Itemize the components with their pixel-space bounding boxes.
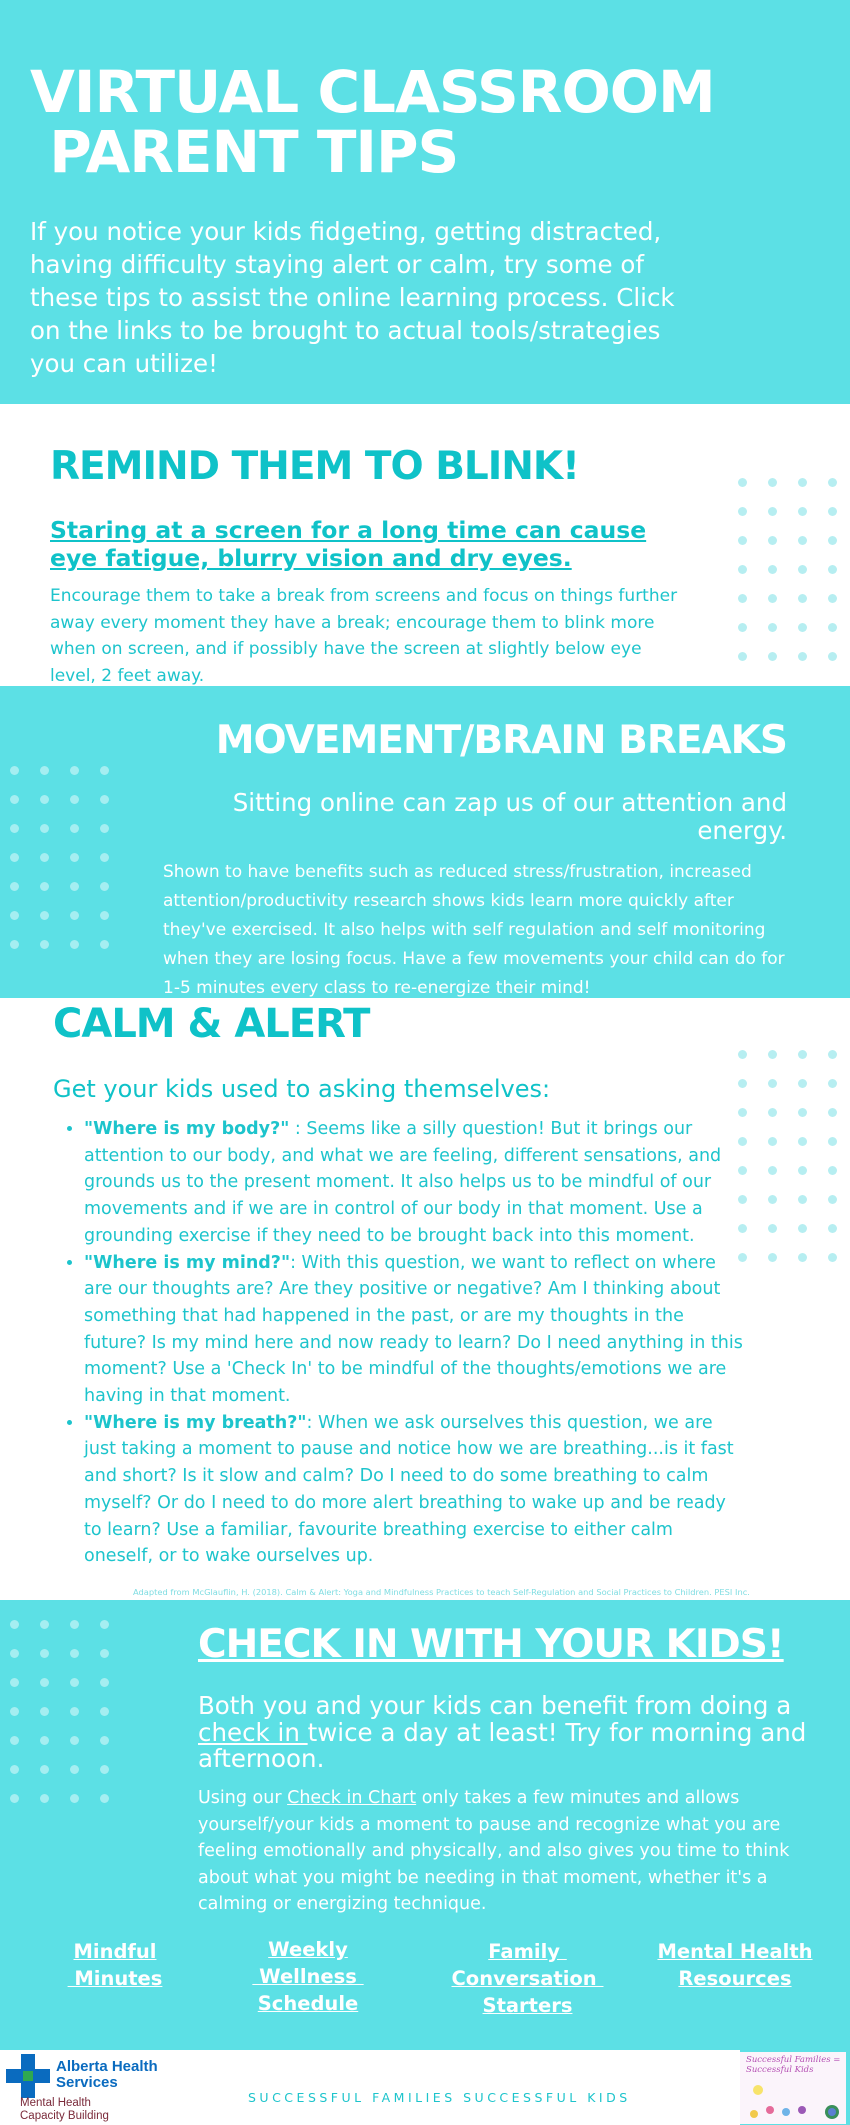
footer-tagline: SUCCESSFUL FAMILIES SUCCESSFUL KIDS	[248, 2090, 631, 2105]
ahs-logo	[6, 2054, 166, 2122]
checkin-body	[198, 1785, 823, 1918]
movement-subheading: Sitting online can zap us of our attention and energy.	[232, 788, 787, 845]
calm-heading: CALM & ALERT	[53, 1001, 370, 1047]
checkin-body-text-2: only takes a few minutes and allows yourself/your kids a moment to pause and recognize what you are feeling emotionally and physically, and also gives you time to think about what you might be needing in that moment, whether it's a calming or energizing technique.	[198, 1788, 790, 1914]
calm-section	[0, 998, 850, 1600]
calm-list	[54, 1116, 744, 1570]
checkin-dot-pattern	[10, 1620, 109, 1803]
ahs-subtitle	[20, 2097, 109, 2123]
movement-body: Shown to have benefits such as reduced stress/frustration, increased attention/productivity research shows kids learn more quickly after they've exercised. It also helps with self regulation and self monitoring when they are losing focus. Have a few movements your child can do for 1-5 minutes every class to re-energize their mind!	[163, 862, 785, 998]
drawing-figures-icon	[740, 2052, 846, 2124]
checkin-sub-text: Both you and your kids can benefit from doing a	[198, 1691, 792, 1720]
ahs-subtitle-line1: Mental Health	[20, 2097, 91, 2109]
check-in-chart-link[interactable]: Check in Chart	[287, 1788, 417, 1808]
movement-section	[0, 686, 850, 998]
blink-dot-pattern	[738, 478, 837, 661]
tip-question: "Where is my body?"	[84, 1119, 290, 1139]
weekly-wellness-schedule-link[interactable]	[233, 1936, 383, 2017]
list-item	[84, 1116, 744, 1250]
citation: Adapted from McGlauflin, H. (2018). Calm & Alert: Yoga and Mindfulness Practices to teach Self-Regulation and Social Practices to Children. PESI Inc.	[133, 1587, 750, 1597]
ahs-subtitle-line2: Capacity Building	[20, 2110, 109, 2122]
page-title-line2: PARENT TIPS	[30, 118, 459, 186]
tip-text: : Seems like a silly question! But it brings our attention to our body, and what we are feeling, different sensations, and grounds us to the present moment. It also helps us to be mindful of our movements and if we are in control of our body in that moment. Use a grounding exercise if they need to be brought back into this moment.	[84, 1119, 722, 1246]
list-item	[84, 1250, 744, 1410]
ahs-name-line1: Alberta Health	[56, 2058, 158, 2075]
link-line: Family	[488, 1940, 567, 1963]
page-title-line1: VIRTUAL CLASSROOM	[30, 58, 715, 126]
link-line: Resources	[678, 1967, 792, 1990]
checkin-sub-text-2: twice a day at least! Try for morning and afternoon.	[198, 1717, 807, 1773]
calm-subheading: Get your kids used to asking themselves:	[53, 1075, 551, 1103]
checkin-heading: CHECK IN WITH YOUR KIDS!	[198, 1622, 784, 1667]
list-item	[84, 1410, 744, 1570]
link-line: Schedule	[257, 1992, 359, 2015]
link-line: Mindful	[73, 1940, 157, 1963]
link-line: Conversation	[451, 1967, 604, 1990]
drawing-caption: Successful Families = Successful Kids	[746, 2055, 841, 2075]
mindful-minutes-link[interactable]	[40, 1938, 190, 1992]
blink-section	[0, 404, 850, 686]
tip-text: : With this question, we want to reflect on where are our thoughts are? Are they positive or negative? Am I thinking about something that had happened in the past, or are my thoughts in the future? Is my mind here and now ready to learn? Do I need anything in this moment? Use a 'Check In' to be mindful of the thoughts/emotions we are having in that moment.	[84, 1252, 743, 1407]
check-in-link[interactable]: check in	[198, 1717, 308, 1747]
tips-list	[54, 1116, 744, 1570]
ahs-name	[56, 2059, 158, 2091]
checkin-section	[0, 1600, 850, 2050]
checkin-body-text: Using our	[198, 1788, 288, 1808]
page-title	[30, 58, 715, 186]
link-line: Mental Health	[657, 1940, 813, 1963]
mental-health-resources-link[interactable]	[650, 1938, 820, 1992]
intro-text: If you notice your kids fidgeting, getting distracted, having difficulty staying alert or calm, try some of these tips to assist the online learning process. Click on the links to be brought to actual tools/strategies you can utilize!	[30, 217, 675, 378]
ahs-name-line2: Services	[56, 2074, 118, 2091]
tip-question: "Where is my breath?"	[84, 1412, 307, 1433]
family-conversation-starters-link[interactable]	[440, 1938, 615, 2019]
link-line: Minutes	[67, 1967, 163, 1990]
link-line: Weekly	[268, 1938, 348, 1961]
blink-body: Encourage them to take a break from screens and focus on things further away every moment they have a break; encourage them to blink more when on screen, and if possibly have the screen at slightly below eye level, 2 feet away.	[50, 586, 678, 686]
checkin-subheading	[198, 1693, 818, 1773]
link-line: Starters	[482, 1994, 573, 2017]
blink-heading: REMIND THEM TO BLINK!	[50, 444, 579, 489]
tip-text: : When we ask ourselves this question, we are just taking a moment to pause and notice how we are breathing...is it fast and short? Is it slow and calm? Do I need to do some breathing to calm myself? Or do I need to do more alert breathing to wake up and be ready to learn? Use a familiar, favourite breathing exercise to either calm oneself, or to wake ourselves up.	[84, 1412, 734, 1567]
link-line: Wellness	[252, 1965, 364, 1988]
blink-subheading: Staring at a screen for a long time can cause eye fatigue, blurry vision and dry eyes.	[50, 516, 647, 572]
ahs-cross-icon	[6, 2054, 50, 2098]
tip-question: "Where is my mind?"	[84, 1252, 291, 1273]
calm-dot-pattern	[738, 1050, 837, 1262]
movement-dot-pattern	[10, 766, 109, 949]
footer	[0, 2050, 850, 2125]
kids-drawing-image	[740, 2052, 846, 2124]
movement-heading: MOVEMENT/BRAIN BREAKS	[215, 718, 787, 763]
header-section	[0, 0, 850, 404]
